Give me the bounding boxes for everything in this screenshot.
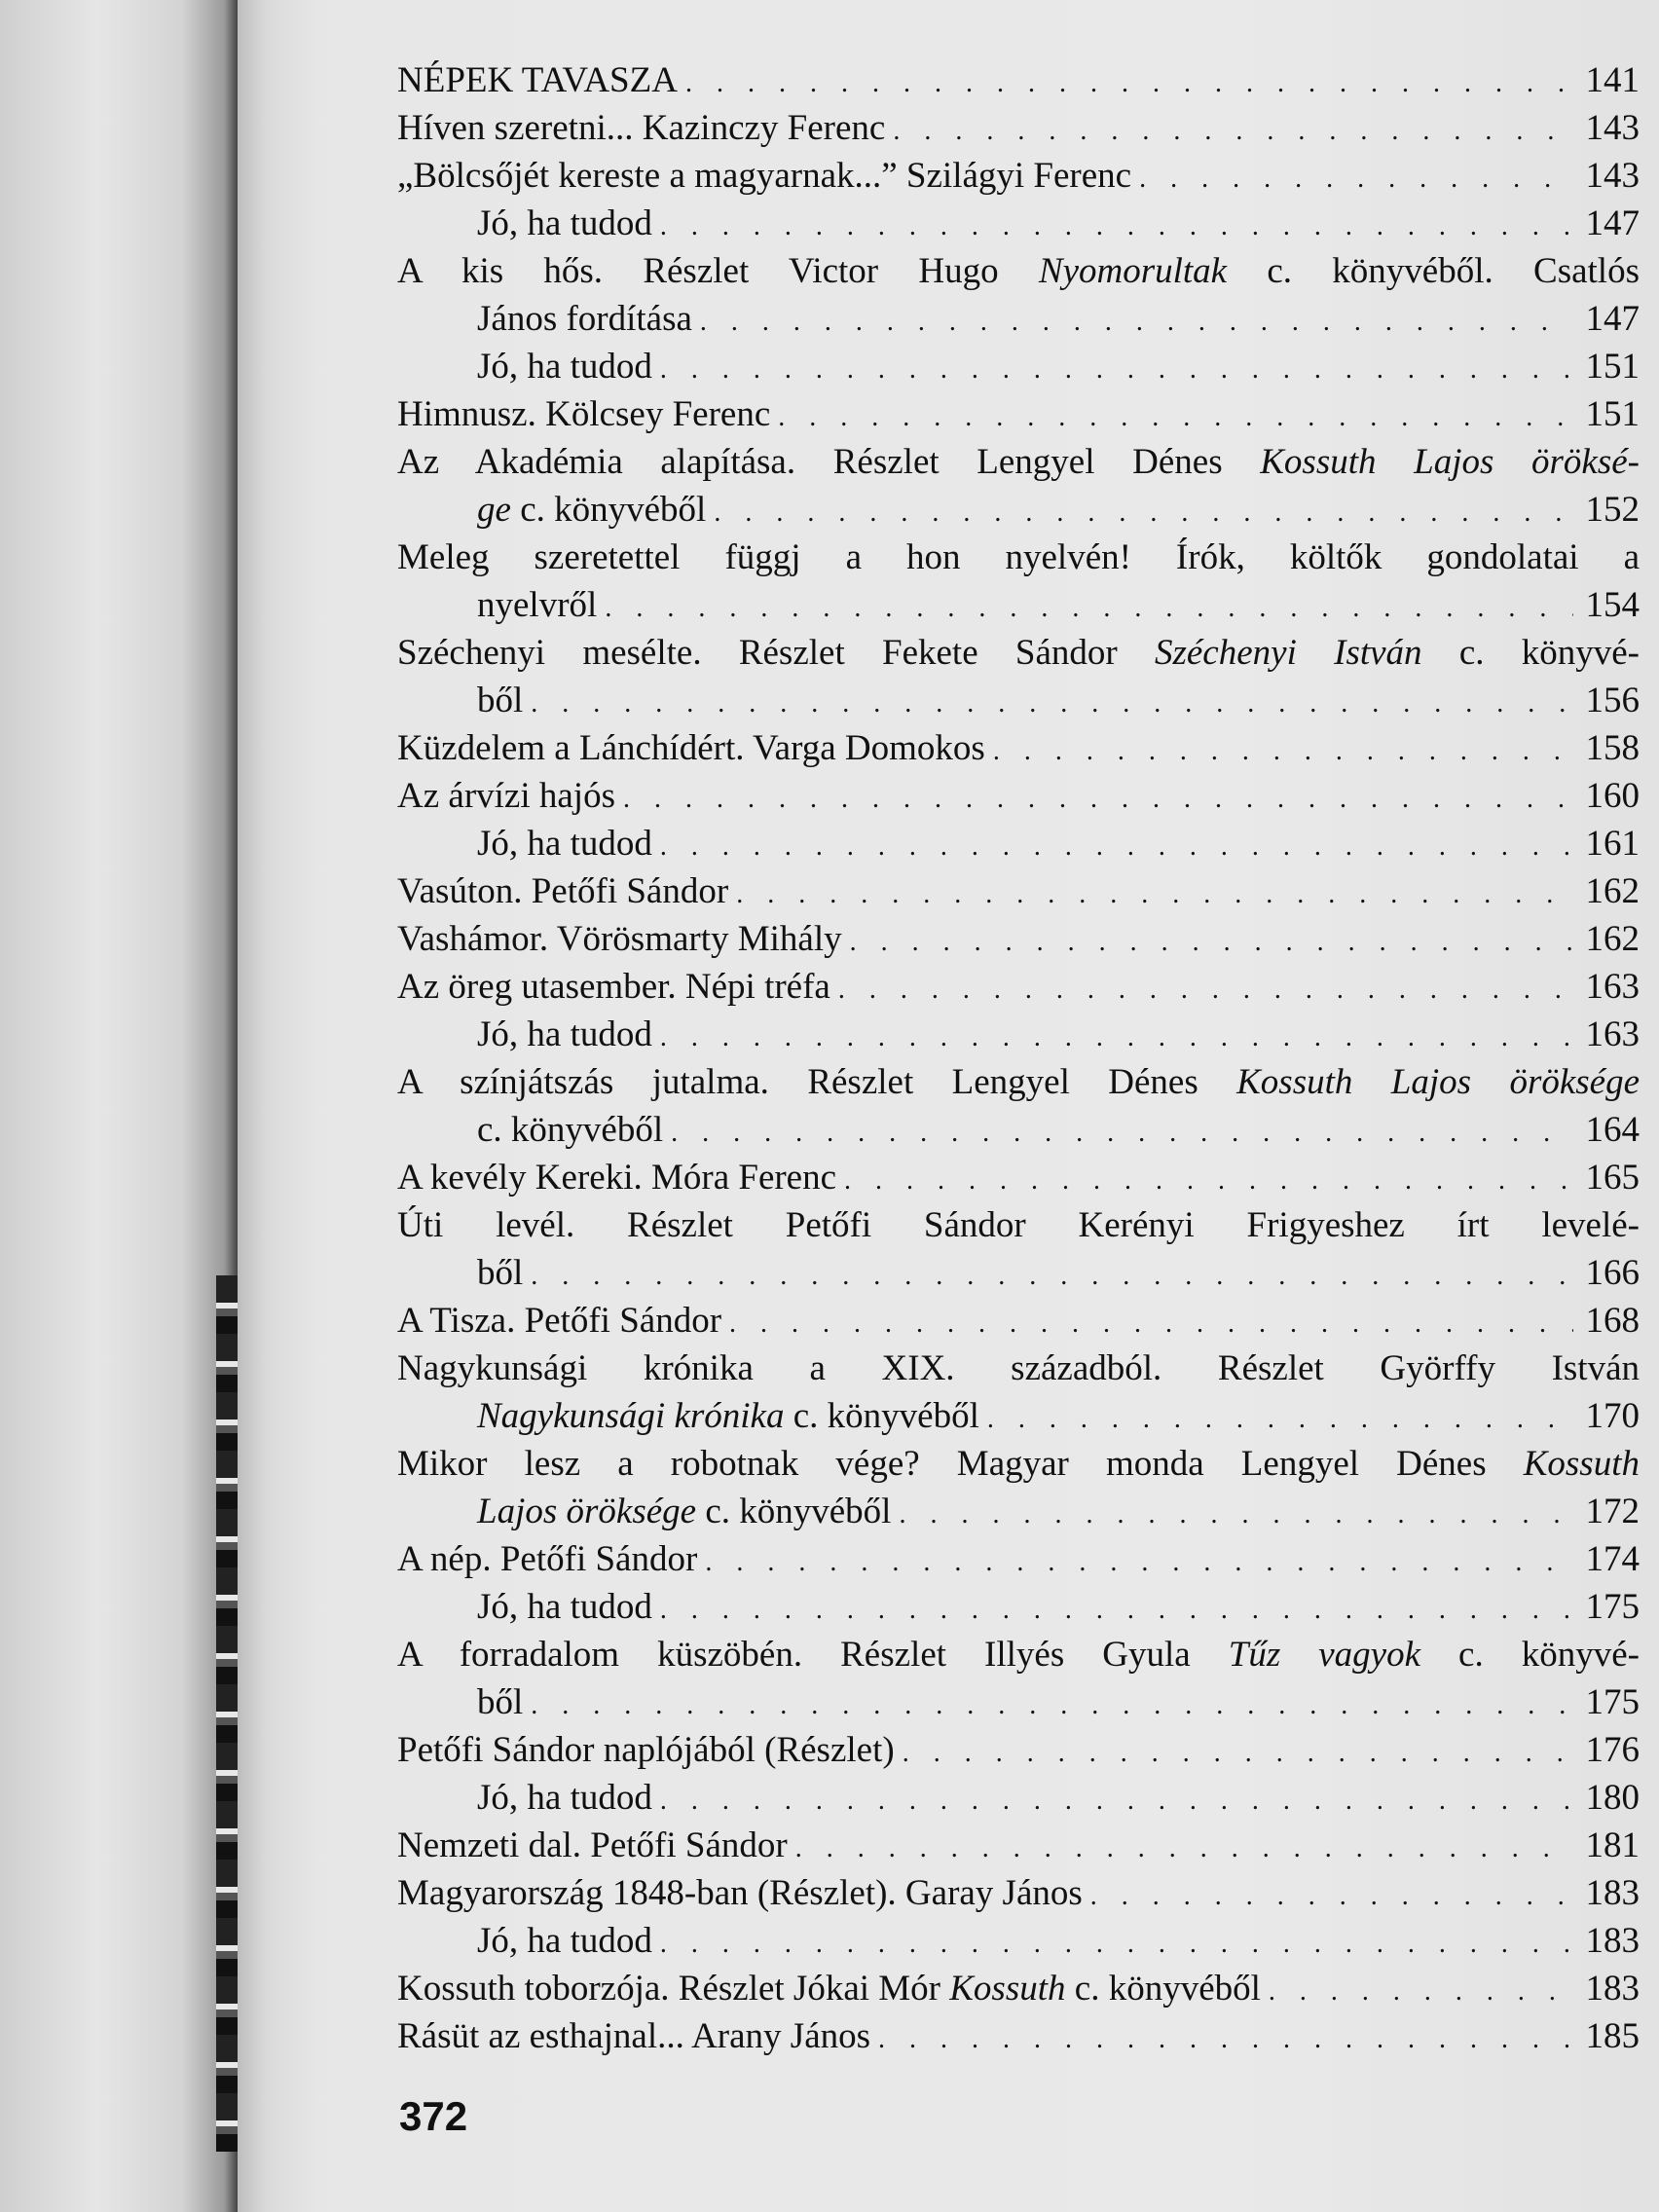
dot-leader	[795, 1825, 1573, 1872]
dot-leader	[660, 1586, 1573, 1634]
toc-page-number: 162	[1585, 919, 1640, 959]
toc-entry	[397, 1345, 1640, 1440]
toc-page-number: 162	[1585, 871, 1640, 911]
toc-page-number: 158	[1585, 728, 1640, 768]
toc-entry-title-continued: c. könyvéből . . . 164	[397, 1106, 1640, 1154]
toc-entry	[397, 534, 1640, 629]
toc-page-number: 164	[1585, 1110, 1640, 1150]
toc-entry-title: Jó, ha tudod . . . 175	[397, 1583, 1640, 1631]
dot-leader	[893, 107, 1573, 155]
toc-page-number: 143	[1585, 156, 1640, 196]
dot-leader	[531, 1252, 1573, 1300]
toc-page-number: 147	[1585, 203, 1640, 243]
toc-page-number: 160	[1585, 776, 1640, 816]
toc-entry-title: Vasúton. Petőfi Sándor . . . 162	[397, 867, 1640, 915]
dot-leader	[1090, 1872, 1573, 1920]
dot-leader	[660, 1920, 1573, 1968]
toc-entry	[397, 629, 1640, 724]
toc-entry	[397, 1965, 1640, 2012]
toc-entry-title-continued: nyelvről . . . 154	[397, 581, 1640, 629]
toc-entry-title: A forradalom küszöbén. Részlet Illyés Gyula Tűz vagyok c. könyvé-	[397, 1635, 1641, 1675]
spine-binding-strip	[216, 1275, 238, 2152]
toc-page-number: 183	[1585, 1873, 1640, 1913]
toc-page-number: 154	[1585, 585, 1640, 625]
toc-entry-title: Jó, ha tudod . . . 151	[397, 343, 1640, 390]
toc-entry	[397, 820, 1640, 867]
toc-page-number: 161	[1585, 824, 1640, 864]
toc-entry-title: Jó, ha tudod . . . 180	[397, 1774, 1640, 1822]
book-title-italic: Kossuth	[949, 1969, 1066, 2009]
toc-entry-title-continued: Nagykunsági krónika c. könyvéből . . . 170	[397, 1392, 1640, 1440]
toc-entry-title-continued: ből . . . 175	[397, 1678, 1640, 1726]
toc-page-number: 143	[1585, 108, 1640, 148]
toc-entry	[397, 1297, 1640, 1345]
dot-leader	[844, 1157, 1573, 1204]
dot-leader	[903, 1729, 1573, 1777]
toc-entry	[397, 1822, 1640, 1869]
book-title-italic: Kossuth Lajos öröksé-	[1260, 442, 1640, 482]
toc-page-number: 166	[1585, 1253, 1640, 1293]
dot-leader	[531, 680, 1573, 727]
dot-leader	[700, 298, 1573, 346]
toc-page-number: 174	[1585, 1539, 1640, 1579]
toc-page-number: 176	[1585, 1730, 1640, 1770]
dot-leader	[705, 1538, 1573, 1586]
book-spine-edge	[0, 0, 241, 2212]
toc-entry-title: Himnusz. Kölcsey Ferenc . . . 151	[397, 390, 1640, 438]
dot-leader	[878, 2015, 1573, 2063]
toc-entry-title: Nagykunsági krónika a XIX. századból. Részlet Györffy István	[397, 1348, 1640, 1388]
toc-entry-title: A Tisza. Petőfi Sándor . . . 168	[397, 1297, 1640, 1345]
toc-entry	[397, 772, 1640, 820]
toc-entry	[397, 247, 1640, 343]
dot-leader	[660, 1777, 1573, 1825]
dot-leader	[1139, 155, 1573, 203]
book-title-italic: Nyomorultak	[1038, 251, 1228, 291]
toc-page-number: 180	[1585, 1778, 1640, 1818]
toc-entry	[397, 1154, 1640, 1201]
toc-entry	[397, 56, 1640, 104]
toc-page-number: 163	[1585, 1014, 1640, 1054]
dot-leader	[660, 823, 1573, 870]
toc-entry	[397, 1774, 1640, 1822]
toc-entry	[397, 1583, 1640, 1631]
toc-entry	[397, 867, 1640, 915]
toc-entry-title: Vashámor. Vörösmarty Mihály . . . 162	[397, 915, 1640, 963]
toc-page-number: 165	[1585, 1158, 1640, 1198]
toc-page-number: 183	[1585, 1969, 1640, 2009]
toc-entry	[397, 390, 1640, 438]
toc-entry-title: Híven szeretni... Kazinczy Ferenc . . . 143	[397, 104, 1640, 152]
dot-leader	[685, 59, 1573, 107]
dot-leader	[987, 1395, 1573, 1443]
toc-entry	[397, 200, 1640, 247]
toc-entry-title: Kossuth toborzója. Részlet Jókai Mór Kossuth c. könyvéből . . . 183	[397, 1965, 1640, 2012]
toc-entry	[397, 1535, 1640, 1583]
toc-page-number: 172	[1585, 1492, 1640, 1531]
dot-leader	[623, 775, 1573, 823]
toc-entry-title: A színjátszás jutalma. Részlet Lengyel Dénes Kossuth Lajos öröksége	[397, 1062, 1641, 1102]
toc-entry	[397, 1058, 1640, 1154]
toc-entry-title-continued: Lajos öröksége c. könyvéből . . . 172	[397, 1488, 1640, 1535]
toc-page-number: 181	[1585, 1825, 1640, 1865]
dot-leader	[660, 346, 1573, 393]
toc-entry-title: Mikor lesz a robotnak vége? Magyar monda Lengyel Dénes Kossuth	[397, 1444, 1640, 1484]
dot-leader	[838, 966, 1573, 1014]
dot-leader	[736, 870, 1573, 918]
toc-entry-title: Jó, ha tudod . . . 183	[397, 1917, 1640, 1965]
dot-leader	[660, 203, 1573, 250]
toc-entry-title: Meleg szeretettel függj a hon nyelvén! Írók, költők gondolatai a	[397, 537, 1640, 577]
toc-page-number: 185	[1585, 2016, 1640, 2056]
book-title-italic: ge	[477, 490, 511, 530]
book-title-italic: Tűz vagyok	[1228, 1635, 1421, 1675]
toc-page-number: 175	[1585, 1682, 1640, 1722]
toc-page-number: 147	[1585, 299, 1640, 339]
toc-entry-title: Az Akadémia alapítása. Részlet Lengyel Dénes Kossuth Lajos öröksé-	[397, 442, 1640, 482]
toc-entry	[397, 1631, 1640, 1726]
toc-page-number: 156	[1585, 681, 1640, 720]
toc-entry	[397, 438, 1640, 534]
toc-entry	[397, 1726, 1640, 1774]
toc-entry-title: Jó, ha tudod . . . 163	[397, 1011, 1640, 1058]
toc-entry-title: NÉPEK TAVASZA . . . 141	[397, 56, 1640, 104]
page-number: 372	[399, 2093, 468, 2139]
dot-leader	[605, 584, 1573, 632]
toc-entry-title: Nemzeti dal. Petőfi Sándor . . . 181	[397, 1822, 1640, 1869]
toc-entry-title: A kis hős. Részlet Victor Hugo Nyomorultak c. könyvéből. Csatlós	[397, 251, 1640, 291]
dot-leader	[671, 1109, 1573, 1157]
toc-entry-title: Petőfi Sándor naplójából (Részlet) . . . 176	[397, 1726, 1640, 1774]
toc-entry-title: Jó, ha tudod . . . 147	[397, 200, 1640, 247]
toc-entry-title: Jó, ha tudod . . . 161	[397, 820, 1640, 867]
toc-entry	[397, 1011, 1640, 1058]
dot-leader	[714, 489, 1573, 536]
book-title-italic: Lajos öröksége	[477, 1492, 697, 1531]
book-title-italic: Széchenyi István	[1154, 633, 1422, 673]
toc-page-number: 168	[1585, 1301, 1640, 1341]
dot-leader	[850, 918, 1573, 966]
dot-leader	[729, 1300, 1573, 1347]
toc-page-number: 163	[1585, 967, 1640, 1007]
toc-entry-title-continued: ge c. könyvéből . . . 152	[397, 486, 1640, 534]
book-title-italic: Nagykunsági krónika	[477, 1396, 785, 1436]
dot-leader	[1269, 1968, 1573, 2015]
toc-entry-title: „Bölcsőjét kereste a magyarnak...” Szilágyi Ferenc . . . 143	[397, 152, 1640, 200]
toc-entry-title: A kevély Kereki. Móra Ferenc . . . 165	[397, 1154, 1640, 1201]
dot-leader	[899, 1491, 1573, 1538]
toc-entry-title: Küzdelem a Lánchídért. Varga Domokos . . . 158	[397, 724, 1640, 772]
toc-page-number: 151	[1585, 394, 1640, 434]
toc-page-number: 175	[1585, 1587, 1640, 1627]
toc-page-number: 141	[1585, 60, 1640, 100]
toc-entry-title-continued: János fordítása . . . 147	[397, 295, 1640, 343]
toc-entry	[397, 152, 1640, 200]
toc-entry	[397, 104, 1640, 152]
toc-entry-title-continued: ből . . . 156	[397, 677, 1640, 724]
toc-entry	[397, 1201, 1640, 1297]
dot-leader	[531, 1681, 1573, 1729]
toc-entry	[397, 724, 1640, 772]
toc-entry-title: Rásüt az esthajnal... Arany János . . . 185	[397, 2012, 1640, 2060]
toc-page-number: 170	[1585, 1396, 1640, 1436]
toc-entry-title: Magyarország 1848-ban (Részlet). Garay János . . . 183	[397, 1869, 1640, 1917]
toc-entry-title: Az öreg utasember. Népi tréfa . . . 163	[397, 963, 1640, 1011]
toc-entry	[397, 343, 1640, 390]
toc-entry-title: Az árvízi hajós . . . 160	[397, 772, 1640, 820]
toc-page-number: 152	[1585, 490, 1640, 530]
toc-entry	[397, 963, 1640, 1011]
toc-page-number: 151	[1585, 347, 1640, 387]
dot-leader	[778, 393, 1573, 441]
book-title-italic: Kossuth	[1523, 1444, 1640, 1484]
toc-entry	[397, 1440, 1640, 1535]
toc-entry-title-continued: ből . . . 166	[397, 1249, 1640, 1297]
toc-entry	[397, 915, 1640, 963]
dot-leader	[993, 727, 1573, 775]
toc-entry-title: Úti levél. Részlet Petőfi Sándor Kerényi Frigyeshez írt levelé-	[397, 1205, 1640, 1245]
book-title-italic: Kossuth Lajos öröksége	[1236, 1062, 1641, 1102]
toc-entry-title: Széchenyi mesélte. Részlet Fekete Sándor Széchenyi István c. könyvé-	[397, 633, 1640, 673]
table-of-contents	[397, 56, 1640, 2060]
toc-entry	[397, 1917, 1640, 1965]
toc-entry	[397, 2012, 1640, 2060]
dot-leader	[660, 1014, 1573, 1061]
toc-entry	[397, 1869, 1640, 1917]
toc-page-number: 183	[1585, 1921, 1640, 1961]
toc-entry-title: A nép. Petőfi Sándor . . . 174	[397, 1535, 1640, 1583]
